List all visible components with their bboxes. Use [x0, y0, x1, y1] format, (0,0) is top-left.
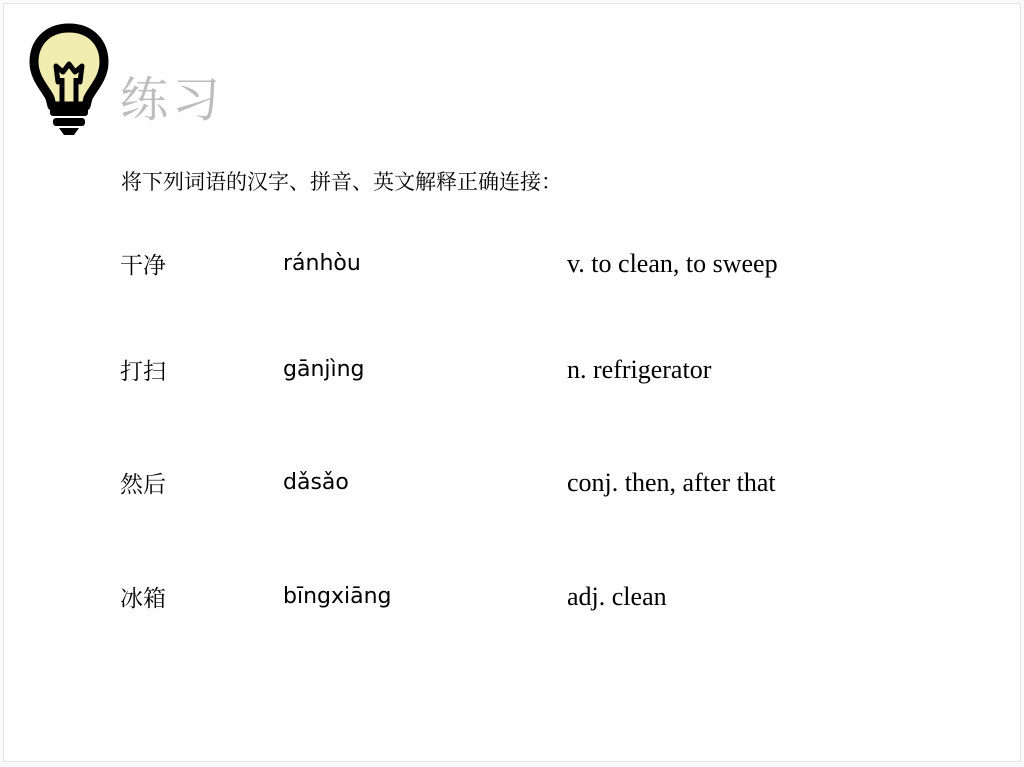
- pinyin-word: dǎsǎo: [283, 470, 349, 495]
- exercise-row: [4, 246, 1004, 286]
- hanzi-word: 干净: [120, 253, 166, 279]
- english-definition: adj. clean: [567, 582, 667, 611]
- slide: [3, 3, 1021, 762]
- lightbulb-icon: [28, 22, 110, 138]
- page-title: 练习: [120, 72, 225, 128]
- exercise-row: [4, 352, 1004, 392]
- exercise-row: [4, 465, 1004, 505]
- pinyin-word: gānjìng: [283, 357, 365, 382]
- english-definition: n. refrigerator: [567, 355, 712, 384]
- exercise-row: [4, 579, 1004, 619]
- instruction-text: 将下列词语的汉字、拼音、英文解释正确连接：: [121, 170, 562, 194]
- pinyin-word: bīngxiāng: [283, 584, 392, 609]
- english-definition: conj. then, after that: [567, 468, 776, 497]
- hanzi-word: 冰箱: [120, 586, 166, 612]
- hanzi-word: 然后: [120, 472, 166, 498]
- english-definition: v. to clean, to sweep: [567, 249, 778, 278]
- hanzi-word: 打扫: [120, 359, 166, 385]
- pinyin-word: ránhòu: [283, 251, 361, 276]
